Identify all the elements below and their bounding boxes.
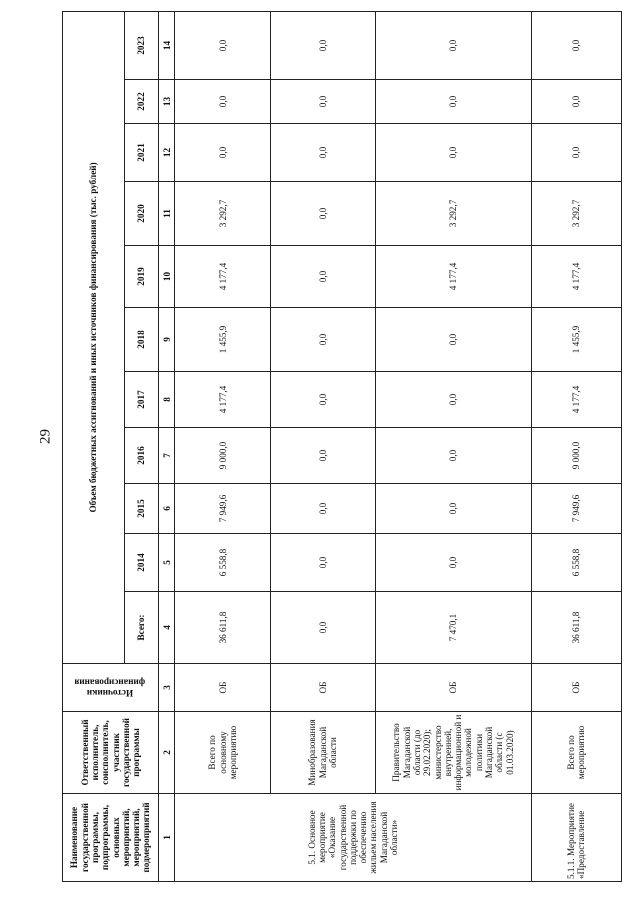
row-value: 1 455,9 [175, 308, 271, 372]
row-value: 3 292,7 [175, 182, 271, 246]
row-value: 3 292,7 [375, 182, 531, 246]
table-row [531, 11, 621, 881]
row-source: ОБ [175, 664, 271, 712]
header-year: 2020 [125, 182, 159, 246]
row-value: 0,0 [375, 484, 531, 534]
row-value: 9 000,0 [175, 428, 271, 484]
column-number-row [159, 11, 175, 881]
row-total: 7 470,1 [375, 592, 531, 664]
table-row [271, 11, 375, 881]
row-value: 0,0 [271, 182, 375, 246]
row-value: 7 949,6 [531, 484, 621, 534]
row-value: 6 558,8 [531, 534, 621, 592]
row-value: 3 292,7 [531, 182, 621, 246]
main-activity-name: 5.1. Основное мероприятие «Оказание государственной поддержки по обеспечению жильем населения Магаданской области» [175, 794, 532, 882]
header-source [63, 664, 159, 712]
header-year: 2019 [125, 246, 159, 308]
row-value: 4 177,4 [175, 246, 271, 308]
col-number: 4 [159, 592, 175, 664]
row-value: 4 177,4 [531, 246, 621, 308]
header-year: 2014 [125, 534, 159, 592]
row-value: 6 558,8 [175, 534, 271, 592]
row-value: 0,0 [271, 246, 375, 308]
row-value: 0,0 [375, 308, 531, 372]
row-value: 0,0 [271, 484, 375, 534]
row-value: 0,0 [271, 534, 375, 592]
row-value: 0,0 [375, 124, 531, 182]
row-value: 0,0 [375, 534, 531, 592]
row-value: 0,0 [175, 11, 271, 79]
row-value: 4 177,4 [531, 372, 621, 428]
row-value: 0,0 [375, 80, 531, 124]
col-number: 6 [159, 484, 175, 534]
col-number: 10 [159, 246, 175, 308]
row-executor: Минобразования Магаданской области [271, 712, 375, 794]
row-source: ОБ [271, 664, 375, 712]
row-value: 1 455,9 [531, 308, 621, 372]
row-value: 0,0 [175, 80, 271, 124]
row-value: 4 177,4 [175, 372, 271, 428]
col-number: 3 [159, 664, 175, 712]
header-volume: Объем бюджетных ассигнований и иных источников финансирования (тыс. рублей) [63, 11, 125, 663]
row-total: 36 611,8 [175, 592, 271, 664]
header-total: Всего: [125, 592, 159, 664]
header-year: 2023 [125, 11, 159, 79]
row-value: 0,0 [271, 428, 375, 484]
row-value: 0,0 [375, 428, 531, 484]
row-total: 36 611,8 [531, 592, 621, 664]
header-year: 2016 [125, 428, 159, 484]
row-value: 9 000,0 [531, 428, 621, 484]
row-executor: Всего по мероприятию [531, 712, 621, 794]
sub-activity-name: 5.1.1. Мероприятие «Предоставление [531, 794, 621, 882]
header-source-text: Источники финансирования [74, 677, 145, 698]
row-source: ОБ [531, 664, 621, 712]
col-number: 9 [159, 308, 175, 372]
col-number: 2 [159, 712, 175, 794]
row-executor: Правительство Магаданской области (до 29.02.2020); министерство внутренней, информационной и молодежной политики Магаданской области (с 01.03.2020) [375, 712, 531, 794]
row-value: 0,0 [175, 124, 271, 182]
col-number: 12 [159, 124, 175, 182]
page-number: 29 [37, 429, 54, 444]
table-row [375, 11, 531, 881]
header-year: 2015 [125, 484, 159, 534]
header-row [63, 11, 125, 881]
col-number: 1 [159, 794, 175, 882]
col-number: 8 [159, 372, 175, 428]
header-year: 2021 [125, 124, 159, 182]
rotated-table-wrapper [62, 12, 622, 882]
row-value: 0,0 [271, 124, 375, 182]
row-value: 0,0 [271, 80, 375, 124]
row-executor: Всего по основному мероприятию [175, 712, 271, 794]
col-number: 13 [159, 80, 175, 124]
col-number: 7 [159, 428, 175, 484]
row-total: 0,0 [271, 592, 375, 664]
row-value: 4 177,4 [375, 246, 531, 308]
row-value: 0,0 [531, 124, 621, 182]
col-number: 11 [159, 182, 175, 246]
financing-table [62, 11, 622, 882]
header-year: 2017 [125, 372, 159, 428]
row-value: 0,0 [271, 11, 375, 79]
row-value: 0,0 [271, 372, 375, 428]
header-year: 2022 [125, 80, 159, 124]
row-value: 7 949,6 [175, 484, 271, 534]
row-value: 0,0 [375, 372, 531, 428]
row-source: ОБ [375, 664, 531, 712]
col-number: 5 [159, 534, 175, 592]
table-row [175, 11, 271, 881]
header-year: 2018 [125, 308, 159, 372]
row-value: 0,0 [271, 308, 375, 372]
header-executor: Ответственный исполнитель, соисполнитель, участник государственной программы [63, 712, 159, 794]
row-value: 0,0 [375, 11, 531, 79]
row-value: 0,0 [531, 80, 621, 124]
header-name: Наименование государственной программы, подпрограммы, основных мероприятий, мероприятий, подмероприятий [63, 794, 159, 882]
row-value: 0,0 [531, 11, 621, 79]
col-number: 14 [159, 11, 175, 79]
